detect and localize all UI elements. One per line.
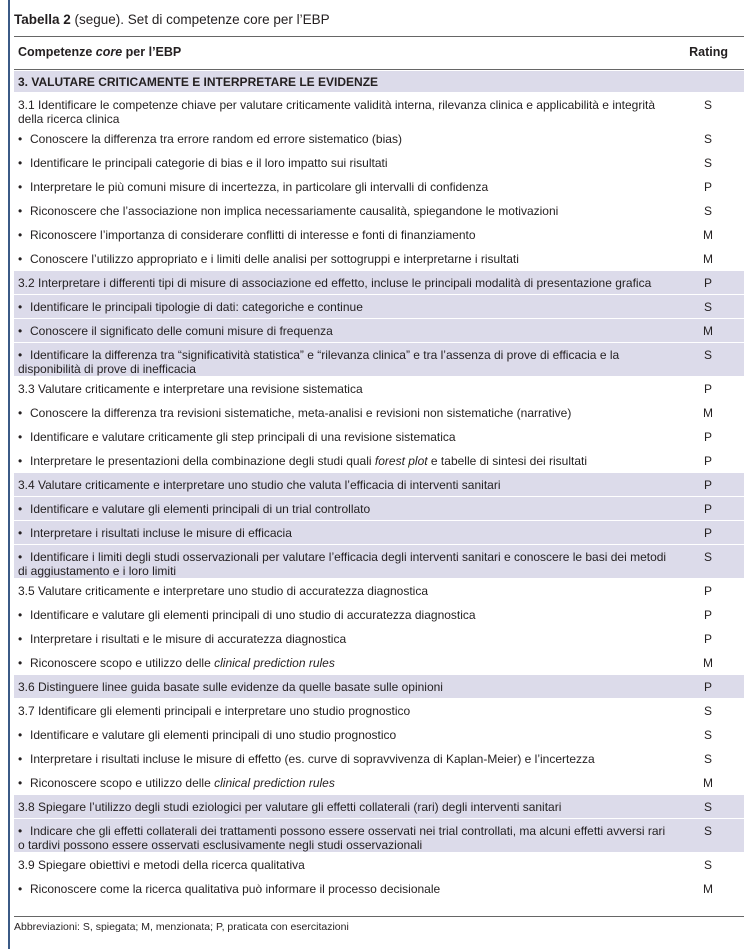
competence-label: Identificare le principali categorie di bias e il loro impatto sui risultati bbox=[30, 156, 388, 170]
competence-label-pre: Riconoscere scopo e utilizzo delle bbox=[30, 656, 215, 670]
competence-text bbox=[18, 430, 668, 444]
rating-value: M bbox=[703, 228, 713, 242]
rating-value: S bbox=[703, 156, 712, 170]
rating-value: P bbox=[703, 430, 712, 444]
rating-value: M bbox=[703, 324, 713, 338]
sub-competence-row bbox=[14, 877, 744, 901]
competence-label: Identificare e valutare gli elementi principali di uno studio di accuratezza diagnostica bbox=[30, 608, 476, 622]
sub-competence-row bbox=[14, 223, 744, 247]
table-caption bbox=[14, 11, 744, 29]
competence-row bbox=[14, 473, 744, 497]
competence-label-italic: clinical prediction rules bbox=[214, 776, 335, 790]
competence-row bbox=[14, 699, 744, 723]
sub-competence-row bbox=[14, 521, 744, 545]
sub-competence-row bbox=[14, 723, 744, 747]
rating-value: S bbox=[703, 824, 712, 838]
competence-row bbox=[14, 271, 744, 295]
rating-value: S bbox=[703, 550, 712, 564]
competence-label: Indicare che gli effetti collaterali dei trattamenti possono essere osservati nei trial controllati, ma alcuni effetti avversi rari o tardivi possono essere osservati esclusivamente negli studi osservazionali bbox=[18, 824, 666, 852]
competence-text bbox=[18, 132, 668, 146]
competence-text bbox=[18, 776, 668, 790]
competence-text bbox=[18, 656, 668, 670]
bullet-icon: • bbox=[18, 406, 23, 420]
bullet-icon: • bbox=[18, 608, 23, 622]
competence-text bbox=[18, 156, 668, 170]
competence-row bbox=[14, 675, 744, 699]
competence-text bbox=[18, 98, 668, 126]
competence-label: Identificare e valutare gli elementi principali di un trial controllato bbox=[30, 502, 371, 516]
rating-value: S bbox=[703, 728, 712, 742]
sub-competence-row bbox=[14, 497, 744, 521]
bullet-icon: • bbox=[18, 776, 23, 790]
rating-value: M bbox=[703, 656, 713, 670]
left-margin-rule bbox=[8, 0, 10, 949]
competence-text bbox=[18, 204, 668, 218]
competence-label: Conoscere l’utilizzo appropriato e i limiti delle analisi per sottogruppi e interpretarne i risultati bbox=[30, 252, 519, 266]
table-caption-lead: Tabella 2 bbox=[14, 12, 71, 27]
competence-text bbox=[18, 300, 668, 314]
rating-value: M bbox=[703, 252, 713, 266]
competence-text bbox=[18, 75, 668, 89]
competence-text bbox=[18, 882, 668, 896]
rating-value: P bbox=[703, 478, 712, 492]
bullet-icon: • bbox=[18, 132, 23, 146]
competence-label-italic: clinical prediction rules bbox=[214, 656, 335, 670]
sub-competence-row bbox=[14, 343, 744, 377]
table-bottom-rule bbox=[14, 916, 744, 917]
competence-label: Interpretare i risultati incluse le misure di effetto (es. curve di sopravvivenza di Kaplan-Meier) e l’incertezza bbox=[30, 752, 595, 766]
bullet-icon: • bbox=[18, 550, 23, 564]
competence-text bbox=[18, 728, 668, 742]
rating-value: S bbox=[703, 300, 712, 314]
sub-competence-row bbox=[14, 319, 744, 343]
competence-text bbox=[18, 608, 668, 622]
competence-label: Riconoscere che l’associazione non implica necessariamente causalità, spiegandone le motivazioni bbox=[30, 204, 559, 218]
competence-label: 3.4 Valutare criticamente e interpretare uno studio che valuta l’efficacia di interventi sanitari bbox=[18, 478, 501, 492]
section-row bbox=[14, 71, 744, 93]
bullet-icon: • bbox=[18, 526, 23, 540]
table-caption-text: (segue). Set di competenze core per l’EBP bbox=[70, 12, 330, 27]
table-footnote: Abbreviazioni: S, spiegata; M, menzionata; P, praticata con esercitazioni bbox=[14, 921, 349, 933]
competence-text bbox=[18, 550, 668, 578]
competence-label: Identificare e valutare gli elementi principali di uno studio prognostico bbox=[30, 728, 397, 742]
competence-text bbox=[18, 632, 668, 646]
competence-label-italic: forest plot bbox=[374, 454, 428, 468]
competence-text bbox=[18, 276, 668, 290]
sub-competence-row bbox=[14, 247, 744, 271]
row-divider bbox=[14, 900, 744, 901]
header-rating: Rating bbox=[689, 45, 728, 59]
sub-competence-row bbox=[14, 127, 744, 151]
rating-value: S bbox=[703, 752, 712, 766]
rating-value: P bbox=[703, 632, 712, 646]
competence-label: 3.1 Identificare le competenze chiave per valutare criticamente validità interna, rilevanza clinica e applicabilità e integrità della ricerca clinica bbox=[18, 98, 656, 126]
bullet-icon: • bbox=[18, 324, 23, 338]
header-competences bbox=[18, 45, 181, 59]
competence-row bbox=[14, 853, 744, 877]
bullet-icon: • bbox=[18, 454, 23, 468]
competence-label: Conoscere il significato delle comuni misure di frequenza bbox=[30, 324, 333, 338]
competence-text bbox=[18, 478, 668, 492]
rating-value: M bbox=[703, 882, 713, 896]
competence-label: Interpretare i risultati incluse le misure di efficacia bbox=[30, 526, 292, 540]
rating-value: S bbox=[703, 132, 712, 146]
competence-label: Conoscere la differenza tra revisioni sistematiche, meta-analisi e revisioni non sistematiche (narrative) bbox=[30, 406, 572, 420]
rating-value: P bbox=[703, 180, 712, 194]
bullet-icon: • bbox=[18, 204, 23, 218]
competence-row bbox=[14, 579, 744, 603]
sub-competence-row bbox=[14, 425, 744, 449]
caption-rule bbox=[14, 36, 744, 37]
competence-text bbox=[18, 348, 668, 376]
bullet-icon: • bbox=[18, 180, 23, 194]
competence-label: Riconoscere l’importanza di considerare conflitti di interesse e fonti di finanziamento bbox=[30, 228, 476, 242]
competence-label: 3.5 Valutare criticamente e interpretare uno studio di accuratezza diagnostica bbox=[18, 584, 429, 598]
bullet-icon: • bbox=[18, 348, 23, 362]
competence-text bbox=[18, 800, 668, 814]
competence-label: 3.8 Spiegare l’utilizzo degli studi eziologici per valutare gli effetti collaterali (rari) degli interventi sanitari bbox=[18, 800, 562, 814]
sub-competence-row bbox=[14, 747, 744, 771]
competence-text bbox=[18, 584, 668, 598]
competence-label: Identificare le principali tipologie di dati: categoriche e continue bbox=[30, 300, 363, 314]
competence-text bbox=[18, 704, 668, 718]
rating-value: P bbox=[703, 502, 712, 516]
bullet-icon: • bbox=[18, 824, 23, 838]
header-competences-post: per l’EBP bbox=[122, 45, 182, 59]
competence-text bbox=[18, 324, 668, 338]
competence-label: Conoscere la differenza tra errore random ed errore sistematico (bias) bbox=[30, 132, 402, 146]
sub-competence-row bbox=[14, 651, 744, 675]
sub-competence-row bbox=[14, 151, 744, 175]
competence-label-pre: Interpretare le presentazioni della combinazione degli studi quali bbox=[30, 454, 375, 468]
rating-value: S bbox=[703, 98, 712, 112]
rating-value: S bbox=[703, 204, 712, 218]
competence-text bbox=[18, 180, 668, 194]
sub-competence-row bbox=[14, 401, 744, 425]
sub-competence-row bbox=[14, 545, 744, 579]
header-competences-italic: core bbox=[95, 45, 123, 59]
sub-competence-row bbox=[14, 449, 744, 473]
bullet-icon: • bbox=[18, 228, 23, 242]
sub-competence-row bbox=[14, 603, 744, 627]
competence-label-pre: Riconoscere scopo e utilizzo delle bbox=[30, 776, 215, 790]
competence-text bbox=[18, 252, 668, 266]
competence-label: 3.2 Interpretare i differenti tipi di misure di associazione ed effetto, incluse le principali modalità di presentazione grafica bbox=[18, 276, 652, 290]
competence-text bbox=[18, 824, 668, 852]
competence-row bbox=[14, 93, 744, 127]
competence-row bbox=[14, 795, 744, 819]
sub-competence-row bbox=[14, 175, 744, 199]
bullet-icon: • bbox=[18, 752, 23, 766]
bullet-icon: • bbox=[18, 656, 23, 670]
competence-label: Identificare la differenza tra “significatività statistica” e “rilevanza clinica” e tra l’assenza di prove di efficacia e la disponibilità di prove di inefficacia bbox=[18, 348, 620, 376]
bullet-icon: • bbox=[18, 252, 23, 266]
competence-text bbox=[18, 858, 668, 872]
rating-value: S bbox=[703, 858, 712, 872]
competence-text bbox=[18, 752, 668, 766]
competence-label: Identificare i limiti degli studi osservazionali per valutare l’efficacia degli interventi sanitari e conoscere le basi dei metodi di aggiustamento e i loro limiti bbox=[18, 550, 667, 578]
competence-label: Riconoscere come la ricerca qualitativa può informare il processo decisionale bbox=[30, 882, 441, 896]
rating-value: P bbox=[703, 608, 712, 622]
competence-label: 3.7 Identificare gli elementi principali e interpretare uno studio prognostico bbox=[18, 704, 411, 718]
header-rule bbox=[14, 69, 744, 70]
competence-label: 3.3 Valutare criticamente e interpretare una revisione sistematica bbox=[18, 382, 363, 396]
bullet-icon: • bbox=[18, 430, 23, 444]
bullet-icon: • bbox=[18, 502, 23, 516]
competence-text bbox=[18, 502, 668, 516]
competence-text bbox=[18, 382, 668, 396]
rating-value: M bbox=[703, 776, 713, 790]
rating-value: P bbox=[703, 680, 712, 694]
rating-value: P bbox=[703, 276, 712, 290]
sub-competence-row bbox=[14, 199, 744, 223]
table-body bbox=[14, 71, 744, 901]
rating-value: P bbox=[703, 382, 712, 396]
competence-label-post: e tabelle di sintesi dei risultati bbox=[427, 454, 588, 468]
bullet-icon: • bbox=[18, 882, 23, 896]
competence-text bbox=[18, 406, 668, 420]
competence-text bbox=[18, 526, 668, 540]
rating-value: P bbox=[703, 526, 712, 540]
header-competences-pre: Competenze bbox=[18, 45, 96, 59]
competence-row bbox=[14, 377, 744, 401]
rating-value: S bbox=[703, 704, 712, 718]
bullet-icon: • bbox=[18, 300, 23, 314]
sub-competence-row bbox=[14, 627, 744, 651]
rating-value: P bbox=[703, 584, 712, 598]
competence-text bbox=[18, 680, 668, 694]
bullet-icon: • bbox=[18, 156, 23, 170]
bullet-icon: • bbox=[18, 728, 23, 742]
competence-text bbox=[18, 454, 668, 468]
rating-value: S bbox=[703, 348, 712, 362]
sub-competence-row bbox=[14, 295, 744, 319]
competence-label: Identificare e valutare criticamente gli step principali di una revisione sistematica bbox=[30, 430, 456, 444]
competence-label: 3.9 Spiegare obiettivi e metodi della ricerca qualitativa bbox=[18, 858, 305, 872]
competence-label: 3.6 Distinguere linee guida basate sulle evidenze da quelle basate sulle opinioni bbox=[18, 680, 443, 694]
competence-label: 3. VALUTARE CRITICAMENTE E INTERPRETARE LE EVIDENZE bbox=[18, 75, 379, 89]
competence-label: Interpretare le più comuni misure di incertezza, in particolare gli intervalli di confidenza bbox=[30, 180, 489, 194]
rating-value: S bbox=[703, 800, 712, 814]
sub-competence-row bbox=[14, 771, 744, 795]
table-header bbox=[14, 38, 744, 69]
rating-value: M bbox=[703, 406, 713, 420]
competence-label: Interpretare i risultati e le misure di accuratezza diagnostica bbox=[30, 632, 347, 646]
rating-value: P bbox=[703, 454, 712, 468]
sub-competence-row bbox=[14, 819, 744, 853]
bullet-icon: • bbox=[18, 632, 23, 646]
competence-text bbox=[18, 228, 668, 242]
